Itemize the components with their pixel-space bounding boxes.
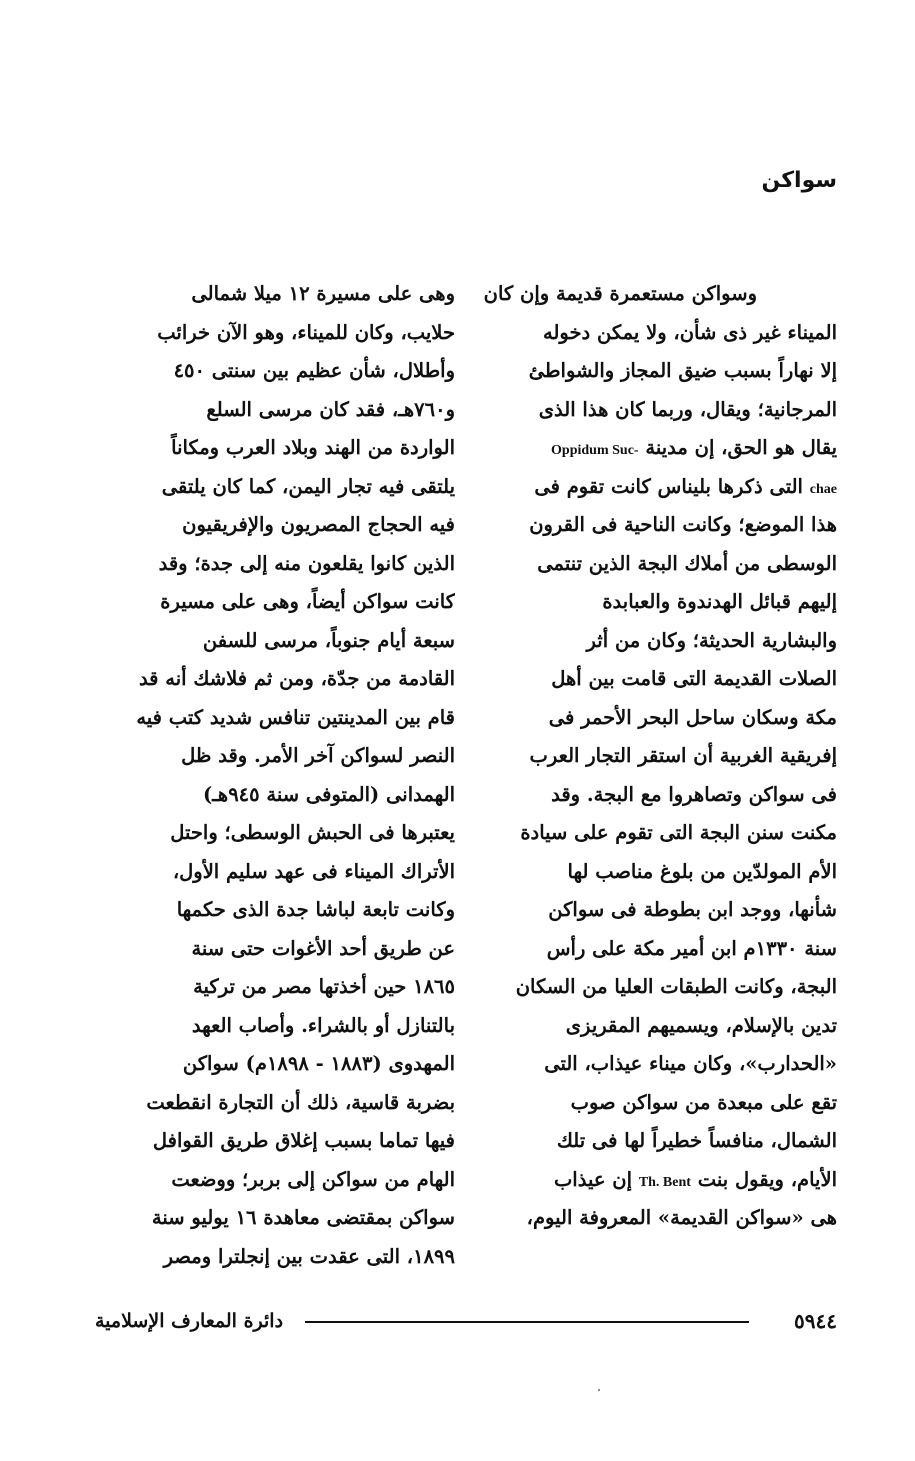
text-line: هذا الموضع؛ وكانت الناحية فى القرون [529, 513, 837, 536]
text-column-right [432, 275, 837, 1238]
text-segment: الأيام، ويقول بنت [697, 1167, 837, 1191]
text-segment: التى ذكرها بليناس كانت تقوم فى [534, 474, 803, 498]
text-line: بضربة قاسية، ذلك أن التجارة انقطعت [146, 1090, 455, 1114]
latin-term: chae [809, 481, 837, 497]
text-line: شأنها، ووجد ابن بطوطة فى سواكن [548, 898, 837, 921]
text-line: ١٨٩٩، التى عقدت بين إنجلترا ومصر [163, 1244, 455, 1268]
page-title: سواكن [761, 168, 837, 193]
text-line: وهى على مسيرة ١٢ ميلا شمالى [191, 282, 455, 305]
text-line: سبعة أيام جنوباً، مرسى للسفن [202, 628, 455, 652]
text-line: قام بين المدينتين تنافس شديد كتب فيه [136, 705, 455, 729]
text-line: الصلات القديمة التى قامت بين أهل [551, 667, 837, 690]
text-line: المرجانية؛ ويقال، وربما كان هذا الذى [538, 397, 837, 421]
text-line: وسواكن مستعمرة قديمة وإن كان [483, 282, 757, 305]
text-line: سنة ١٣٣٠م ابن أمير مكة على رأس [546, 936, 837, 960]
text-line: وأطلال، شأن عظيم بين سنتى ٤٥٠ [173, 359, 455, 382]
text-line: إليهم قبائل الهدندوة والعبابدة [602, 590, 837, 613]
text-line: و٧٦٠هـ، فقد كان مرسى السلع [206, 397, 455, 421]
text-line: الشمال، منافساً خطيراً لها فى تلك [556, 1129, 837, 1152]
text-line: كانت سواكن أيضاً، وهى على مسيرة [160, 590, 455, 613]
text-line-with-latin [432, 1161, 837, 1200]
text-line: المهدوى (١٨٨٣ - ١٨٩٨م) سواكن [182, 1052, 455, 1075]
text-line-with-latin [432, 429, 837, 468]
text-line: الهام من سواكن إلى بربر؛ ووضعت [171, 1167, 455, 1191]
text-line: وكانت تابعة لباشا جدة الذى حكمها [176, 898, 455, 921]
text-line: فيها تماما بسبب إغلاق طريق القوافل [152, 1129, 455, 1152]
text-line: سواكن بمقتضى معاهدة ١٦ يوليو سنة [151, 1206, 455, 1229]
text-line: الميناء غير ذى شأن، ولا يمكن دخوله [543, 320, 837, 344]
text-line: البجة، وكانت الطبقات العليا من السكان [515, 975, 837, 998]
text-line: حلايب، وكان للميناء، وهو الآن خرائب [157, 320, 455, 344]
text-line: إفريقية الغربية أن استقر التجار العرب [529, 744, 837, 767]
text-line: بالتنازل أو بالشراء. وأصاب العهد [191, 1013, 455, 1037]
text-line: والبشارية الحديثة؛ وكان من أثر [586, 628, 837, 652]
text-line: يعتبرها فى الحبش الوسطى؛ واحتل [170, 821, 455, 844]
text-column-left [50, 275, 455, 1276]
page-footer [95, 1306, 837, 1336]
text-segment: يقال هو الحق، إن مدينة [645, 436, 837, 459]
text-line: فيه الحجاج المصريون والإفريقيون [182, 513, 455, 536]
text-segment: إن عيذاب [553, 1167, 633, 1191]
text-line: مكنت سنن البجة التى تقوم على سيادة [520, 821, 837, 844]
publication-title: دائرة المعارف الإسلامية [95, 1310, 284, 1332]
text-line: يلتقى فيه تجار اليمن، كما كان يلتقى [161, 474, 455, 498]
text-line: تقع على مبعدة من سواكن صوب [570, 1090, 837, 1114]
text-line: القادمة من جدّة، ومن ثم فلاشك أنه قد [138, 667, 455, 690]
text-line: ١٨٦٥ حين أخذتها مصر من تركية [193, 975, 455, 998]
page-number: ٥٩٤٤ [794, 1309, 837, 1333]
text-line: الواردة من الهند وبلاد العرب ومكاناً [171, 436, 455, 459]
text-line-with-latin [432, 468, 837, 507]
text-line: الأم المولدّين من بلوغ مناصب لها [567, 859, 837, 883]
text-line: النصر لسواكن آخر الأمر. وقد ظل [181, 744, 455, 767]
scan-speck [598, 1389, 600, 1391]
text-line: فى سواكن وتصاهروا مع البجة. وقد [551, 782, 837, 806]
text-line: عن طريق أحد الأغوات حتى سنة [191, 936, 455, 960]
latin-term: Th. Bent [638, 1174, 691, 1190]
text-line: الهمدانى (المتوفى سنة ٩٤٥هـ) [202, 782, 455, 806]
text-line: مكة وسكان ساحل البحر الأحمر فى [548, 705, 837, 729]
text-line: «الحدارب»، وكان ميناء عيذاب، التى [544, 1052, 837, 1075]
latin-term: Oppidum Suc- [551, 443, 639, 458]
text-line: الأتراك الميناء فى عهد سليم الأول، [172, 859, 455, 883]
text-line: تدين بالإسلام، ويسميهم المقريزى [565, 1013, 837, 1037]
text-line: هى «سواكن القديمة» المعروفة اليوم، [526, 1206, 837, 1229]
footer-divider [305, 1321, 749, 1323]
text-line: إلا نهاراً بسبب ضيق المجاز والشواطئ [528, 359, 837, 382]
text-line: الوسطى من أملاك البجة الذين تنتمى [537, 551, 837, 575]
text-line: الذين كانوا يقلعون منه إلى جدة؛ وقد [158, 551, 455, 575]
